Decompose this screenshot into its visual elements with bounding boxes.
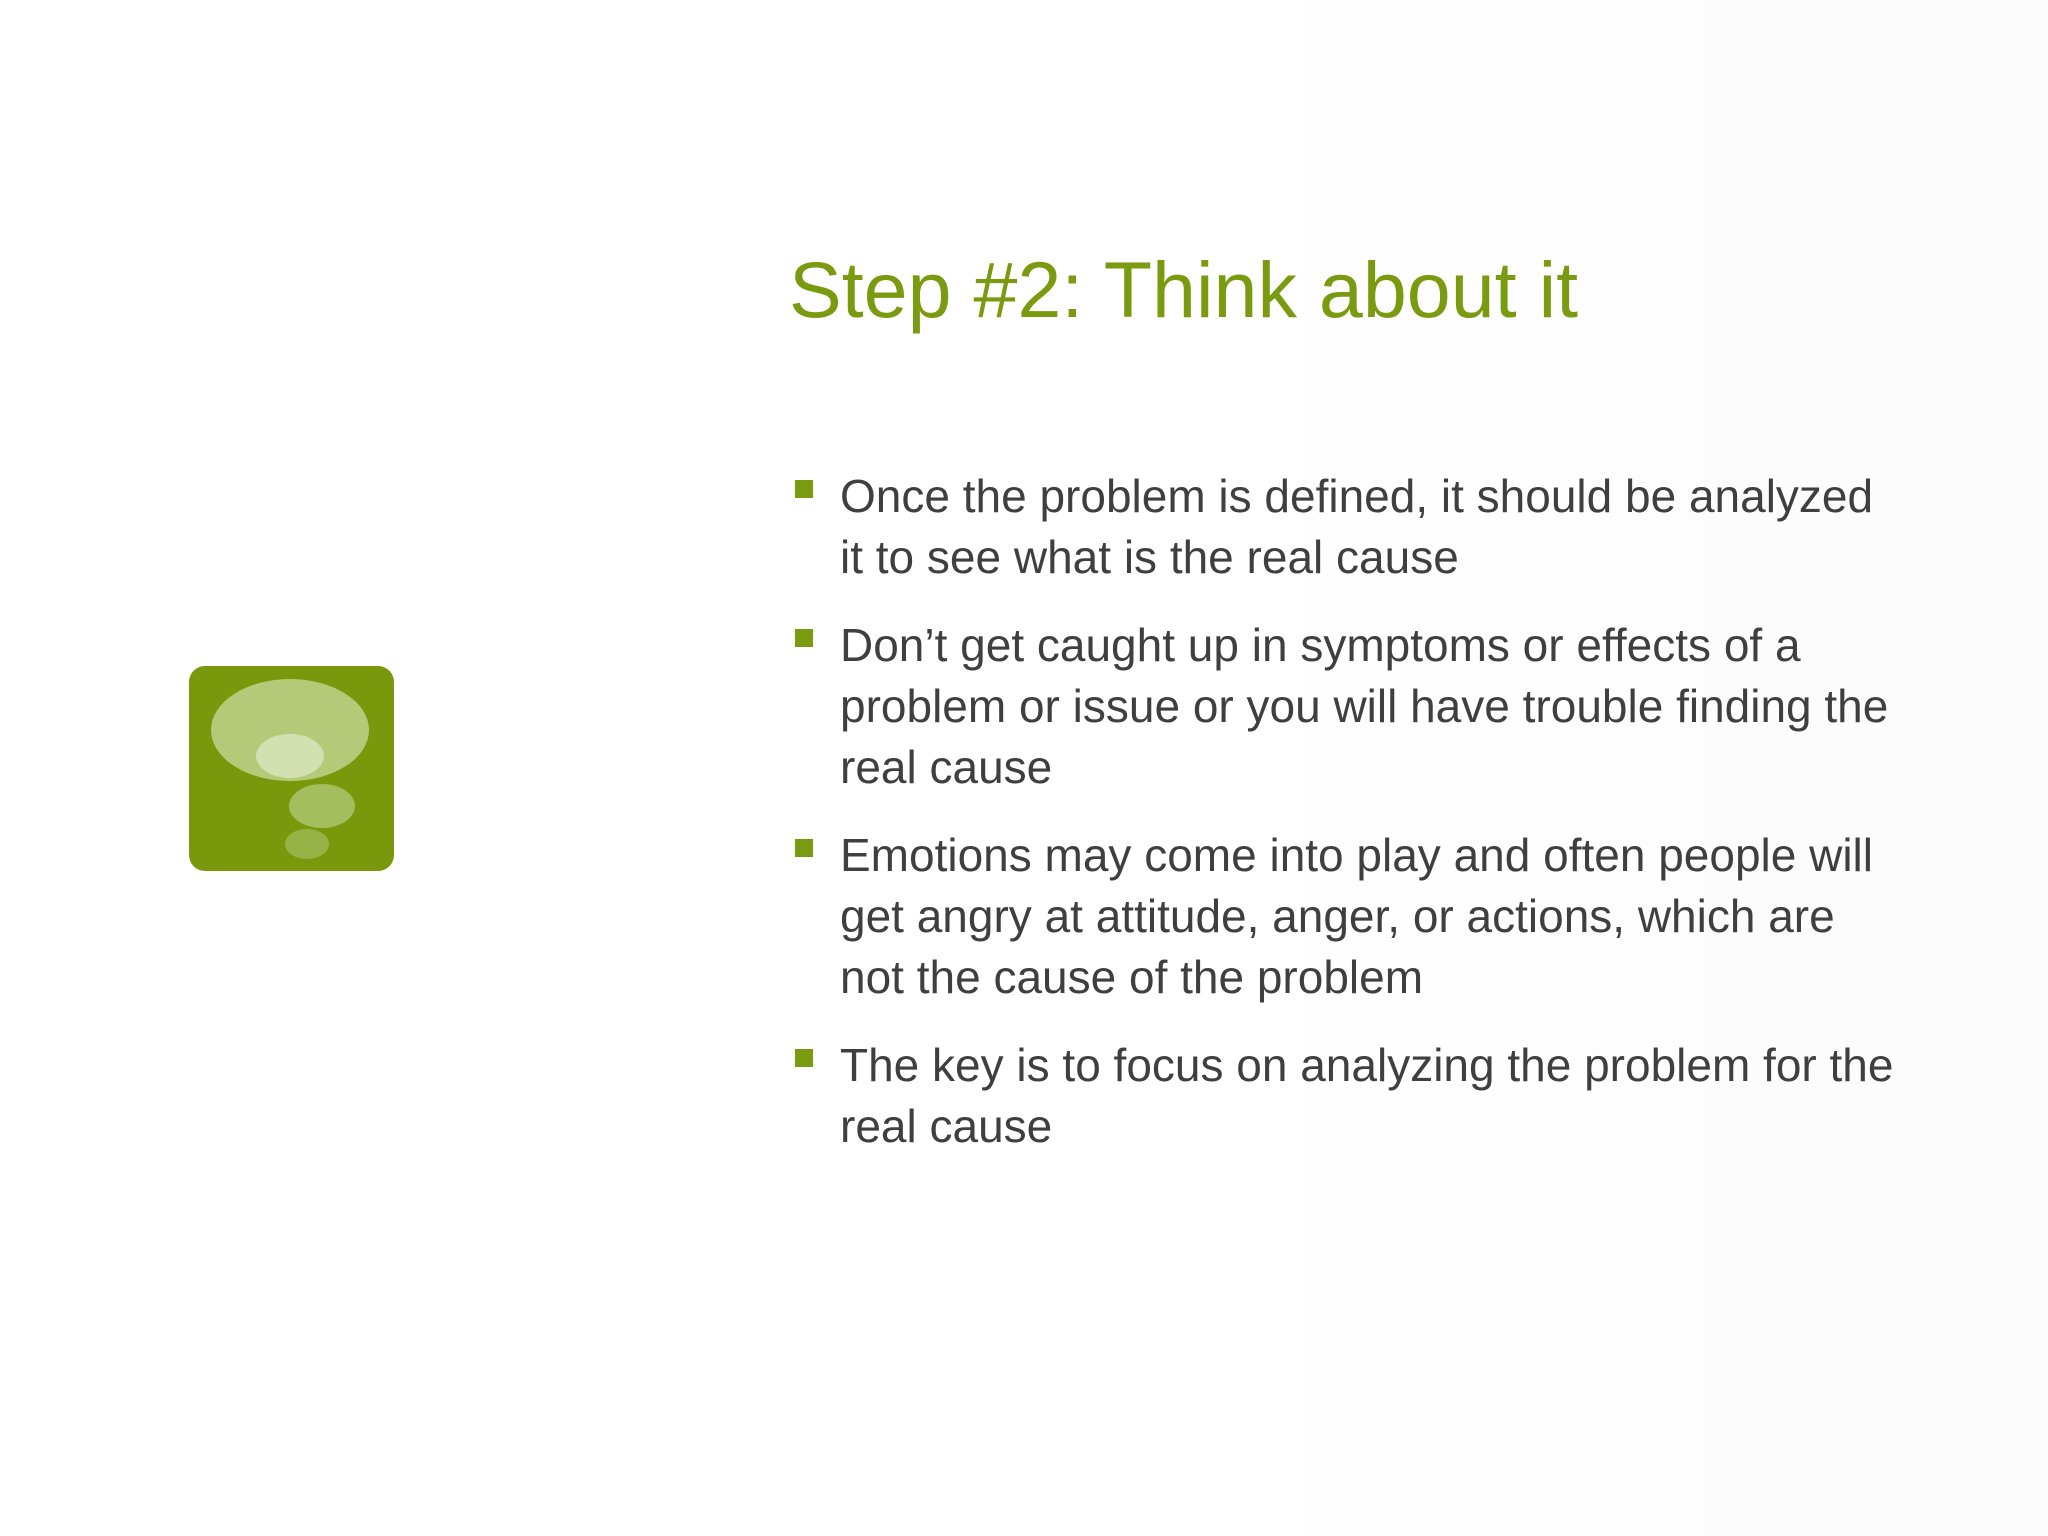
bullet-item [789,615,1899,798]
bullet-item [789,466,1899,588]
bullet-text: Don’t get caught up in symptoms or effects of a problem or issue or you will have trouble finding the real cause [840,619,1889,793]
bullet-text: The key is to focus on analyzing the problem for the real cause [840,1039,1894,1152]
bullet-list [789,466,1899,1184]
square-bullet-icon [795,839,813,857]
thought-bubble-icon [189,666,394,871]
bullet-text: Once the problem is defined, it should be analyzed it to see what is the real cause [840,470,1874,583]
square-bullet-icon [795,480,813,498]
square-bullet-icon [795,629,813,647]
slide-title: Step #2: Think about it [789,245,1579,334]
square-bullet-icon [795,1049,813,1067]
bullet-item [789,1035,1899,1157]
bullet-text: Emotions may come into play and often people will get angry at attitude, anger, or actions, which are not the cause of the problem [840,829,1874,1003]
bullet-item [789,825,1899,1008]
